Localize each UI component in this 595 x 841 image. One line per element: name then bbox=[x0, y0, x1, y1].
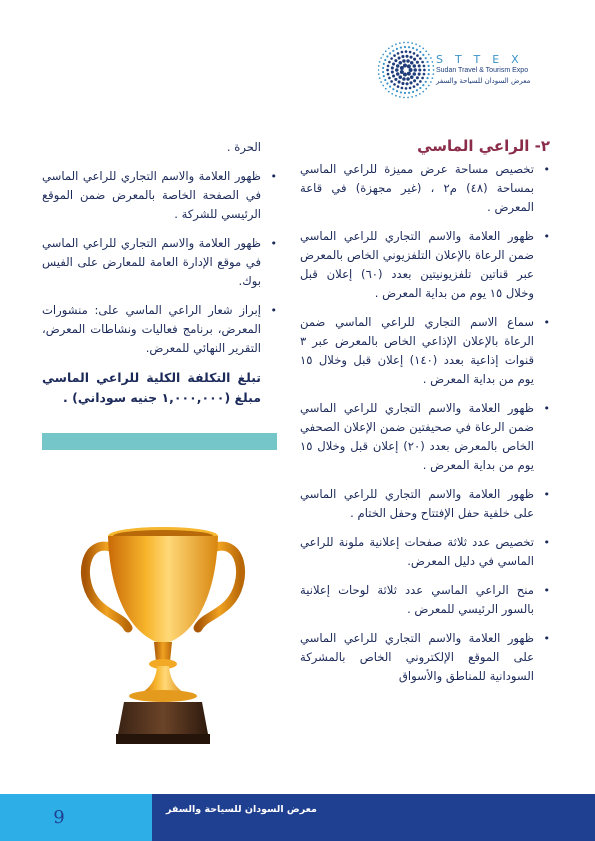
list-item: • تخصيص مساحة عرض مميزة للراعي الماسي بمساحة (٤٨) م٢ ، (غير مجهزة) في قاعة المعرض . bbox=[300, 160, 550, 217]
page-footer bbox=[0, 794, 595, 841]
list-item: • منح الراعي الماسي عدد ثلاثة لوحات إعلانية بالسور الرئيسي للمعرض . bbox=[300, 581, 550, 619]
continuation-text: الحرة . bbox=[226, 140, 261, 154]
list-item: • ظهور العلامة والاسم التجاري للراعي الماسي ضمن الرعاة في صحيفتين ضمن الإعلان الصحفي الخاص بالمعرض بعدد (٢٠) إعلان قبل وخلال ١٥ يوم من بداية المعرض . bbox=[300, 399, 550, 475]
left-column bbox=[42, 138, 277, 408]
page-number: 9 bbox=[53, 807, 65, 828]
right-column bbox=[300, 136, 550, 696]
list-item: • ظهور العلامة والاسم التجاري للراعي الماسي ضمن الرعاة بالإعلان التلفزيوني الخاص بالمعرض عبر قناتين تلفزيونيتين بعدد (٦٠) إعلان قبل وخلال ١٥ يوم من بداية المعرض . bbox=[300, 227, 550, 303]
logo-arabic-name: معرض السودان للسياحة والسفر bbox=[436, 77, 531, 85]
total-cost: تبلغ التكلفة الكلية للراعي الماسي مبلغ (١,٠٠٠,٠٠٠ جنيه سوداني) . bbox=[42, 370, 261, 405]
teal-divider-bar bbox=[42, 433, 277, 450]
trophy-icon bbox=[78, 512, 248, 757]
list-item: • ظهور العلامة والاسم التجاري للراعي الماسي في موقع الإدارة العامة للمعارض على الفيس بوك. bbox=[42, 234, 277, 291]
benefits-list bbox=[300, 160, 550, 686]
section-heading: ٢- الراعي الماسي bbox=[417, 137, 550, 155]
list-item: • ظهور العلامة والاسم التجاري للراعي الماسي في الصفحة الخاصة بالمعرض ضمن الموقع الرئيسي للشركة . bbox=[42, 167, 277, 224]
logo-english-name: Sudan Travel & Tourism Expo bbox=[436, 67, 529, 74]
list-item: • تخصيص عدد ثلاثة صفحات إعلانية ملونة للراعي الماسي في دليل المعرض. bbox=[300, 533, 550, 571]
list-item: • ظهور العلامة والاسم التجاري للراعي الماسي على خلفية حفل الإفتتاح وحفل الختام . bbox=[300, 485, 550, 523]
benefits-list-continued bbox=[42, 167, 277, 358]
logo-text bbox=[436, 54, 531, 86]
list-item: • سماع الاسم التجاري للراعي الماسي ضمن الرعاة بالإعلان الإذاعي الخاص بالمعرض عبر ٣ قنوات إذاعية بعدد (١٤٠) إعلان قبل وخلال ١٥ يوم من بداية المعرض . bbox=[300, 313, 550, 389]
logo-sttex: STTEX bbox=[436, 53, 531, 66]
list-item: • ظهور العلامة والاسم التجاري للراعي الماسي على الموقع الإلكتروني الخاص بالمشركة السودانية للمناطق والأسواق bbox=[300, 629, 550, 686]
list-item: • إبراز شعار الراعي الماسي على: منشورات المعرض، برنامج فعاليات ونشاطات المعرض، التقرير النهائي للمعرض. bbox=[42, 301, 277, 358]
footer-title: معرض السودان للسياحة والسفر bbox=[166, 804, 317, 815]
